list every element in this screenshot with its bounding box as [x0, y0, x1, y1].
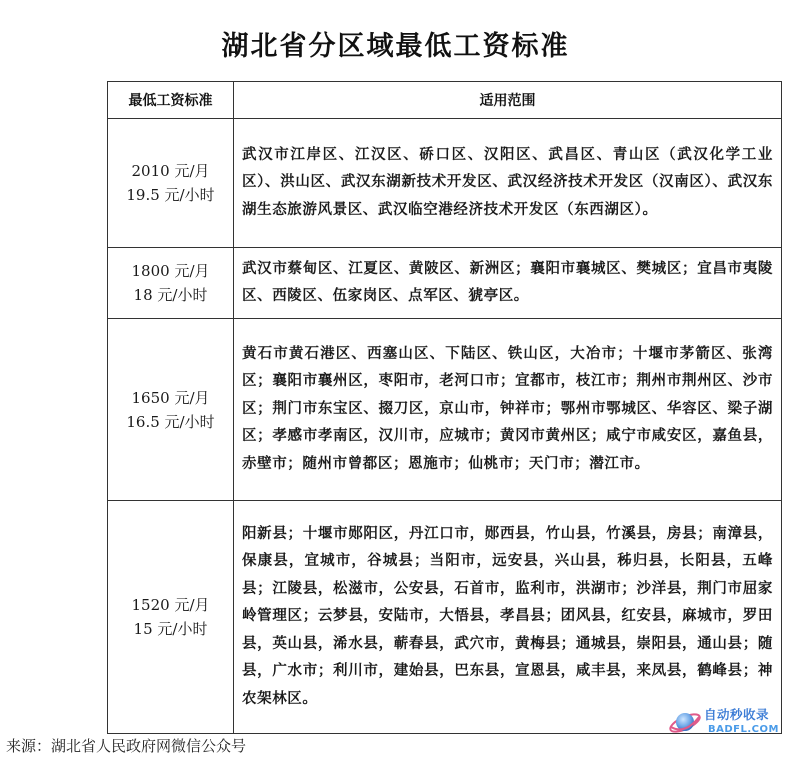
page-title: 湖北省分区域最低工资标准: [221, 31, 570, 62]
planet-ring-icon: [668, 705, 702, 739]
table-row: [108, 501, 782, 734]
watermark: [668, 703, 786, 743]
hourly-wage: 19.5 元/小时: [126, 186, 215, 204]
table-header-row: [108, 82, 782, 119]
scope-cell: 武汉市蔡甸区、江夏区、黄陂区、新洲区；襄阳市襄城区、樊城区；宜昌市夷陵区、西陵区、伍家岗区、点军区、猇亭区。: [234, 248, 782, 319]
table-row: [108, 119, 782, 248]
hourly-wage: 18 元/小时: [133, 286, 208, 304]
monthly-wage: 1520 元/月: [131, 596, 210, 614]
wage-cell: [108, 501, 234, 734]
wage-cell: [108, 319, 234, 501]
source-caption: 来源：湖北省人民政府网微信公众号: [6, 737, 247, 755]
scope-cell: 武汉市江岸区、江汉区、硚口区、汉阳区、武昌区、青山区（武汉化学工业区）、洪山区、武汉东湖新技术开发区、武汉经济技术开发区（汉南区）、武汉东湖生态旅游风景区、武汉临空港经济技术开发区（东西湖区）。: [234, 119, 782, 248]
monthly-wage: 1650 元/月: [131, 388, 210, 407]
wage-table: [107, 81, 782, 734]
watermark-name: 自动秒收录: [704, 707, 770, 722]
table-row: [108, 248, 782, 319]
scope-cell: 黄石市黄石港区、西塞山区、下陆区、铁山区，大冶市；十堰市茅箭区、张湾区；襄阳市襄州区，枣阳市，老河口市；宜都市，枝江市；荆州市荆州区、沙市区；荆门市东宝区、掇刀区，京山市，钟祥市；鄂州市鄂城区、华容区、梁子湖区；孝感市孝南区，汉川市，应城市；黄冈市黄州区；咸宁市咸安区，嘉鱼县，赤壁市；随州市曾都区；恩施市；仙桃市；天门市；潜江市。: [234, 319, 782, 501]
hourly-wage: 16.5 元/小时: [126, 412, 215, 431]
wage-cell: [108, 248, 234, 319]
scope-cell: 阳新县；十堰市郧阳区，丹江口市，郧西县，竹山县，竹溪县，房县；南漳县，保康县，宜城市，谷城县；当阳市，远安县，兴山县，秭归县，长阳县，五峰县；江陵县，松滋市，公安县，石首市，监利市，洪湖市；沙洋县，荆门市屈家岭管理区；云梦县，安陆市，大悟县，孝昌县；团风县，红安县，麻城市，罗田县，英山县，浠水县，蕲春县，武穴市，黄梅县；通城县，崇阳县，通山县；随县，广水市；利川市，建始县，巴东县，宣恩县，咸丰县，来凤县，鹤峰县；神农架林区。: [234, 501, 782, 734]
monthly-wage: 2010 元/月: [131, 162, 210, 180]
wage-cell: [108, 119, 234, 248]
header-wage: 最低工资标准: [108, 82, 234, 119]
monthly-wage: 1800 元/月: [131, 262, 210, 280]
header-scope: 适用范围: [234, 82, 782, 119]
watermark-domain: BADFL.COM: [708, 724, 779, 735]
hourly-wage: 15 元/小时: [133, 620, 208, 638]
table-row: [108, 319, 782, 501]
